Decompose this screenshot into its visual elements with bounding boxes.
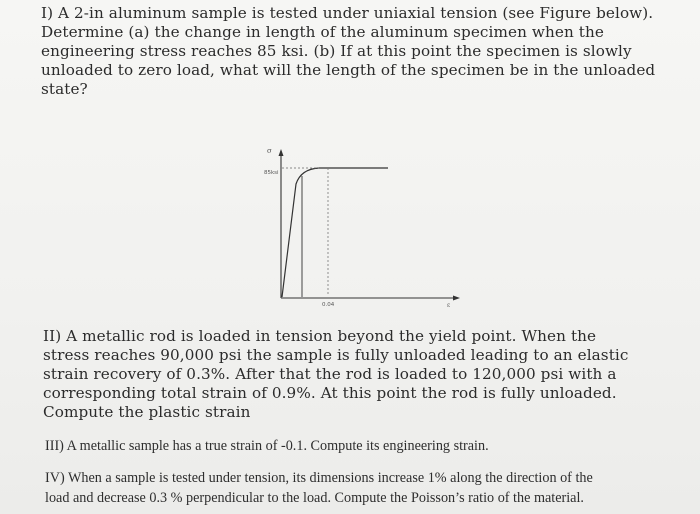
question-1-line-1: I) A 2-in aluminum sample is tested under uniaxial tension (see Figure below). [41,4,654,22]
y-axis-arrow-icon [279,149,284,156]
stress-strain-figure [255,140,475,320]
question-2-line-2: stress reaches 90,000 psi the sample is fully unloaded leading to an elastic [43,346,629,364]
stress-strain-plot [255,140,475,320]
question-4-line-1: IV) When a sample is tested under tension, its dimensions increase 1% along the direction of the [45,470,593,486]
question-2-line-1: II) A metallic rod is loaded in tension beyond the yield point. When the [43,327,597,345]
question-2-line-5: Compute the plastic strain [43,403,251,421]
question-2-line-4: corresponding total strain of 0.9%. At this point the rod is fully unloaded. [43,384,617,402]
stress-label: 85ksi [264,170,279,176]
question-1-line-2: Determine (a) the change in length of the aluminum specimen when the [41,23,604,41]
question-4-line-2: load and decrease 0.3 % perpendicular to the load. Compute the Poisson’s ratio of the material. [45,490,584,506]
strain-label: 0.04 [322,302,335,308]
question-1-line-4: unloaded to zero load, what will the length of the specimen be in the unloaded [41,61,656,79]
question-2-line-3: strain recovery of 0.3%. After that the rod is loaded to 120,000 psi with a [43,365,617,383]
question-3: III) A metallic sample has a true strain of -0.1. Compute its engineering strain. [45,438,489,454]
x-axis-label: ε [447,302,451,309]
y-axis-label: σ [267,147,272,155]
stress-strain-curve [282,168,388,297]
question-1-line-5: state? [41,80,88,98]
question-1-line-3: engineering stress reaches 85 ksi. (b) If at this point the specimen is slowly [41,42,632,60]
x-axis-arrow-icon [453,296,460,301]
